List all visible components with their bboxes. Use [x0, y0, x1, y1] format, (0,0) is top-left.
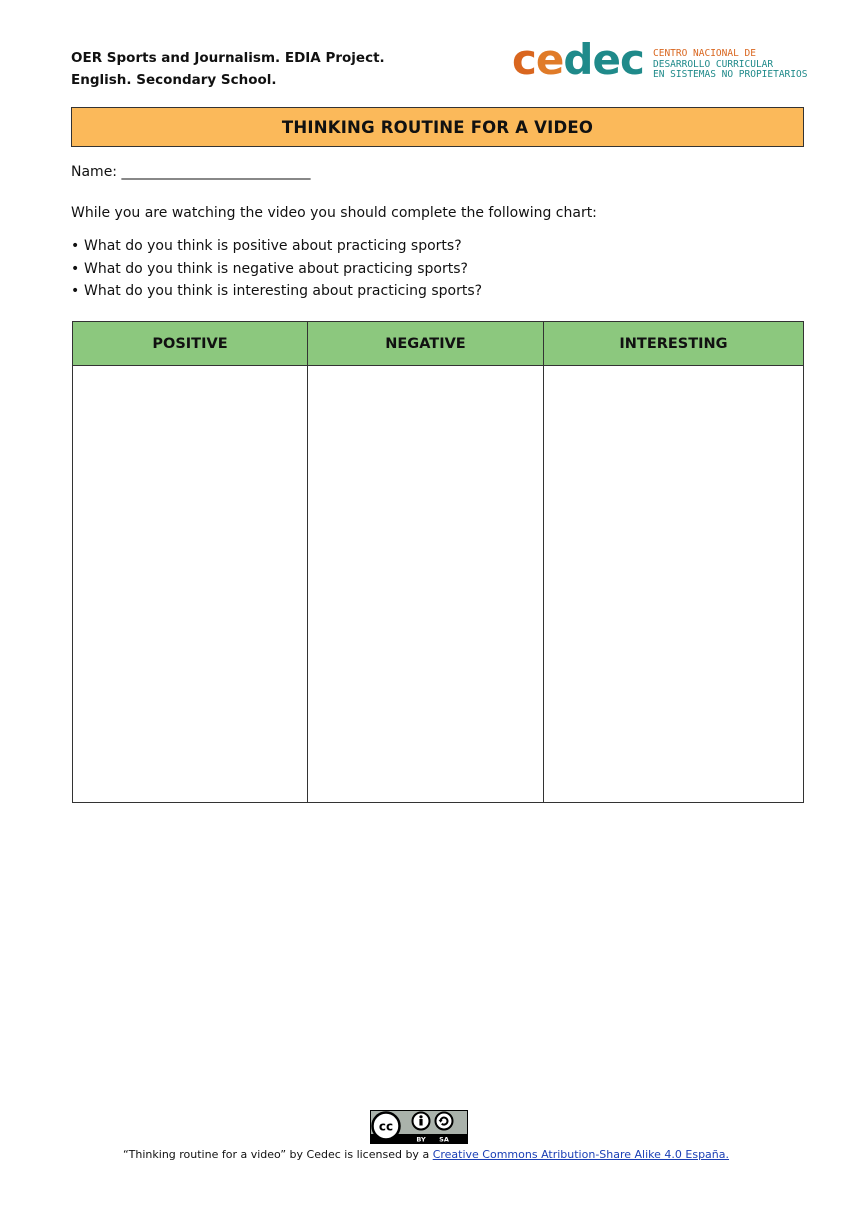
svg-text:BY: BY — [416, 1135, 426, 1144]
negative-answer-cell[interactable] — [308, 366, 544, 803]
positive-answer-cell[interactable] — [73, 366, 308, 803]
table-header-row — [73, 322, 804, 366]
response-chart — [72, 321, 804, 803]
license-text: “Thinking routine for a video” by Cedec is licensed by a — [122, 1148, 433, 1161]
cc-by-sa-icon — [370, 1110, 468, 1144]
list-item: • What do you think is negative about practicing sports? — [71, 258, 482, 281]
list-item: • What do you think is interesting about practicing sports? — [71, 280, 482, 303]
question-list — [71, 235, 482, 303]
svg-text:cc: cc — [378, 1119, 394, 1134]
interesting-answer-cell[interactable] — [544, 366, 804, 803]
instructions-text: While you are watching the video you should complete the following chart: — [71, 205, 597, 221]
logo-subtitle: CENTRO NACIONAL DE DESARROLLO CURRICULAR EN SISTEMAS NO PROPIETARIOS — [653, 48, 808, 80]
cedec-logo — [512, 35, 812, 86]
column-header-interesting: INTERESTING — [544, 322, 804, 366]
document-header — [71, 47, 385, 91]
name-field[interactable]: Name: ___________________________ — [71, 164, 311, 180]
column-header-negative: NEGATIVE — [308, 322, 544, 366]
license-footer — [0, 1148, 852, 1161]
svg-text:SA: SA — [439, 1135, 449, 1144]
project-line: OER Sports and Journalism. EDIA Project. — [71, 50, 385, 66]
list-item: • What do you think is positive about practicing sports? — [71, 235, 482, 258]
worksheet-title: THINKING ROUTINE FOR A VIDEO — [71, 107, 804, 147]
license-link[interactable]: Creative Commons Atribution-Share Alike 4.0 España. — [432, 1148, 730, 1161]
column-header-positive: POSITIVE — [73, 322, 308, 366]
table-row — [73, 366, 804, 803]
logo-wordmark: cedec — [512, 35, 644, 84]
course-line: English. Secondary School. — [71, 72, 277, 88]
